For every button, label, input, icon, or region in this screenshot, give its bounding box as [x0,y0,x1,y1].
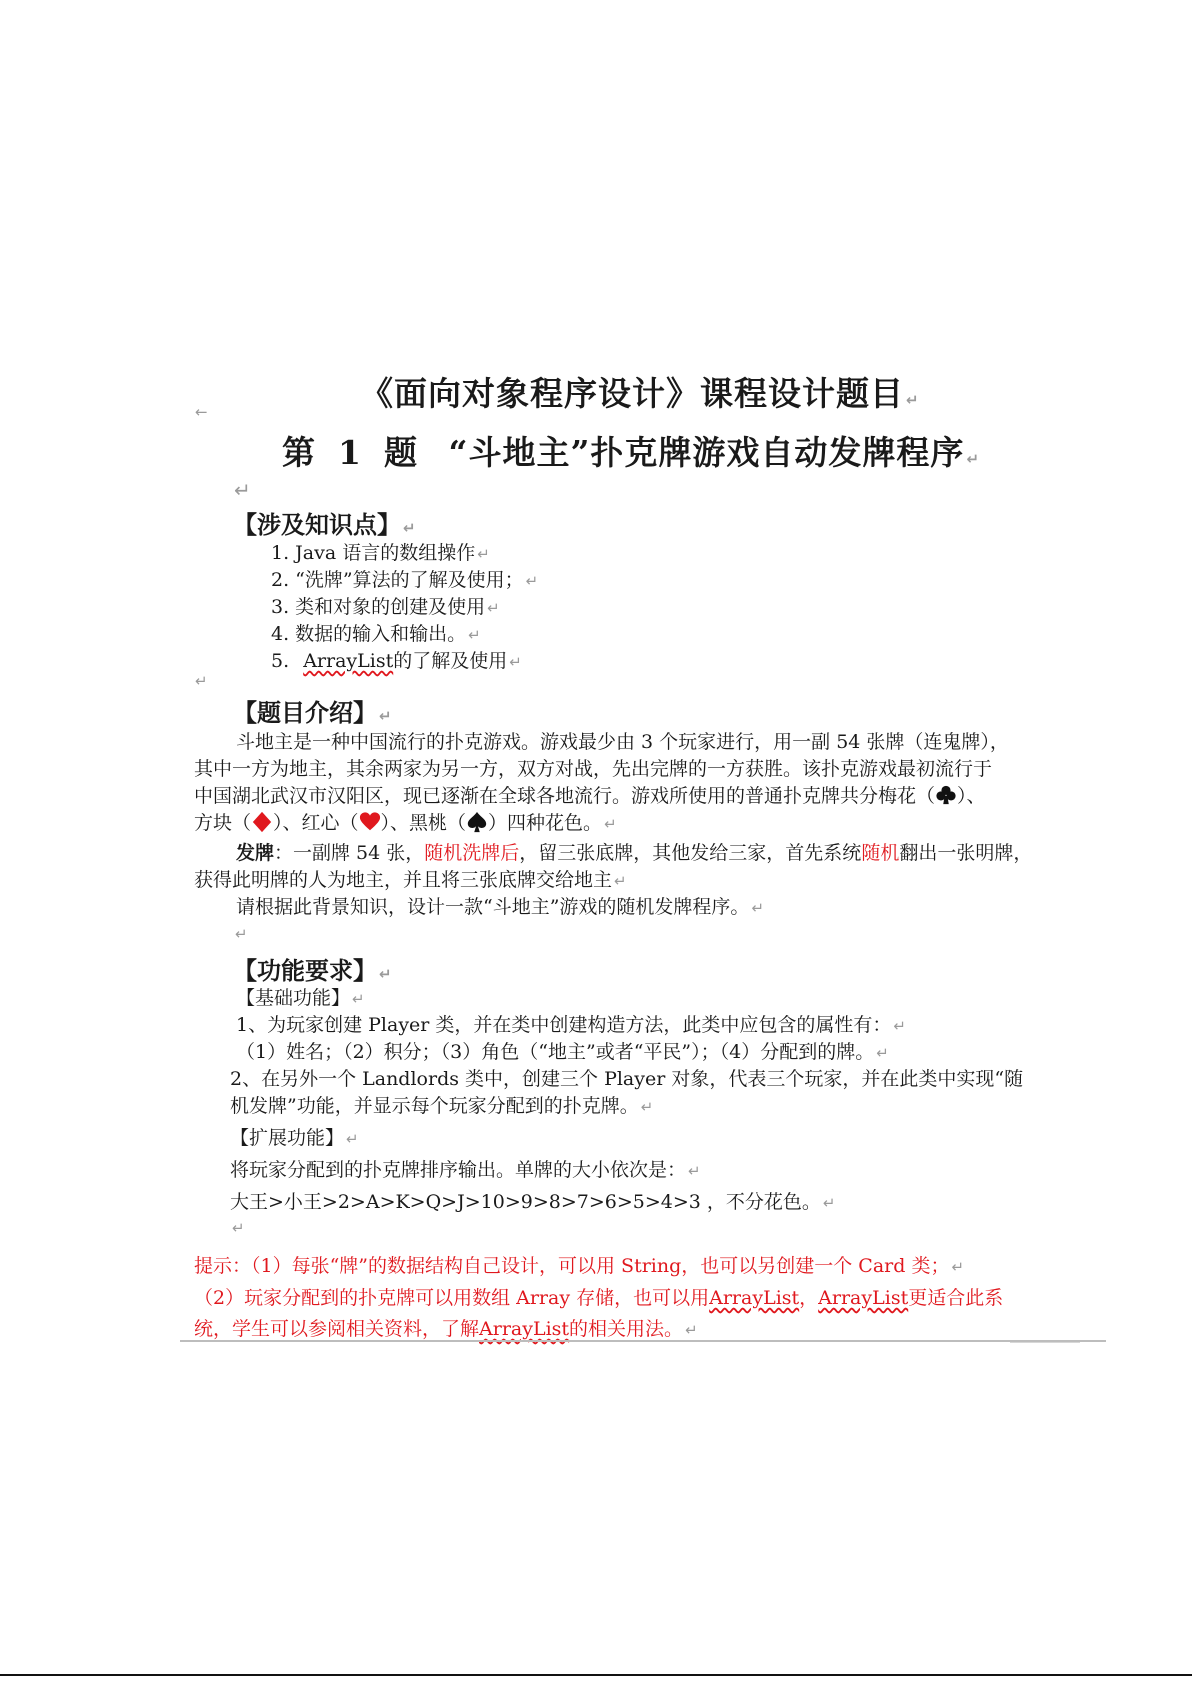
hint-text: 的相关用法。 [569,1318,684,1340]
intro-line-4 [194,808,617,835]
section-heading-intro [233,693,392,728]
heart-icon [359,811,381,833]
intro-line-2: 其中一方为地主，其余两家为另一方，双方对战，先出完牌的一方获胜。该扑克游戏最初流行于 [194,758,993,780]
paragraph-mark: ← [195,403,208,421]
paragraph-mark: ↵ [876,1044,889,1062]
knowledge-item-5 [271,646,522,673]
code-term: ArrayList [818,1287,909,1309]
paragraph-mark: ↵ [468,626,481,644]
paragraph-mark: ↵ [966,450,981,468]
paragraph-mark: ↵ [352,990,365,1008]
knowledge-item-1 [271,538,490,565]
intro-line-3 [194,781,986,808]
basic-function-2b [230,1091,653,1118]
line-text: ）四种花色。 [488,812,603,834]
spade-icon [466,811,488,833]
problem-title-prefix: 第 [282,433,316,472]
line-text: 方块（ [194,812,252,834]
course-title [360,368,920,415]
knowledge-item-3 [271,592,500,619]
paragraph-mark: ↵ [604,815,617,833]
paragraph-mark: ↵ [906,391,920,409]
line-text: 请根据此背景知识，设计一款“斗地主”游戏的随机发牌程序。 [236,896,750,918]
highlight-text: 随机洗牌后 [424,842,520,864]
horizontal-rule-segment [1010,1342,1080,1343]
club-icon [935,784,957,806]
paragraph-mark: ↵ [951,1258,965,1276]
problem-title-text: “斗地主”扑克牌游戏自动发牌程序 [448,433,965,472]
subheading-text: 【扩展功能】 [230,1127,345,1149]
subheading-text: 【基础功能】 [236,987,351,1009]
line-text: 将玩家分配到的扑克牌排序输出。单牌的大小依次是： [230,1159,687,1181]
line-text: 中国湖北武汉市汉阳区，现已逐渐在全球各地流行。游戏所使用的普通扑克牌共分梅花（ [194,785,936,807]
paragraph-mark: ↵ [688,1162,701,1180]
paragraph-mark: ↵ [509,653,522,671]
section-heading-knowledge [233,505,416,540]
paragraph-mark: ↵ [195,672,208,690]
code-term: ArrayList [709,1287,800,1309]
highlight-text: 随机 [861,842,900,864]
extended-function-2 [230,1187,836,1214]
section-heading-function [233,951,392,986]
knowledge-item-2 [271,565,538,592]
line-text: ，留三张底牌，其他发给三家，首先系统 [519,842,862,864]
code-term: ArrayList [303,650,394,672]
basic-function-1-attrs [236,1037,889,1064]
line-text: ）、红心（ [273,812,359,834]
problem-title [282,427,980,474]
line-text: ）、 [957,785,986,807]
deal-line-1 [236,838,1032,865]
problem-number: 1 [338,433,362,472]
item-text: 4. 数据的输入和输出。 [271,623,467,645]
hint-text: 更适合此系 [908,1287,1004,1309]
line-text: （1）姓名；（2）积分；（3）角色（“地主”或者“平民”）；（4）分配到的牌。 [236,1041,875,1063]
hint-text: 提示：（1）每张“牌”的数据结构自己设计，可以用 String，也可以另创建一个 Card 类； [194,1255,950,1277]
item-text: 1. Java 语言的数组操作 [271,542,476,564]
intro-task [236,892,764,919]
page-bottom-edge [0,1674,1192,1676]
heading-text: 【涉及知识点】 [233,510,401,539]
paragraph-mark: ↵ [232,1219,245,1237]
hint-text: ， [799,1287,819,1309]
problem-title-mid: 题 [383,433,418,472]
line-text: 大王>小王>2>A>K>Q>J>10>9>8>7>6>5>4>3 ，不分花色。 [230,1191,821,1213]
line-text: 机发牌”功能，并显示每个玩家分配到的扑克牌。 [230,1095,639,1117]
diamond-icon [251,811,273,833]
paragraph-mark: ↵ [525,572,539,590]
paragraph-mark: ↵ [379,965,392,983]
extended-function-title [230,1123,359,1150]
line-text: 1、为玩家创建 Player 类，并在类中创建构造方法，此类中应包含的属性有： [236,1014,892,1036]
intro-line-1: 斗地主是一种中国流行的扑克游戏。游戏最少由 3 个玩家进行，用一副 54 张牌（连鬼牌）， [236,731,1009,753]
paragraph-mark: ↵ [685,1321,698,1339]
item-number: 5. [271,650,290,672]
paragraph-mark: ↵ [234,478,251,502]
line-text: ）、黑桃（ [380,812,467,834]
heading-text: 【功能要求】 [233,956,377,985]
heading-text: 【题目介绍】 [233,698,377,727]
deal-line-2 [194,865,627,892]
horizontal-rule [180,1340,1106,1342]
item-text: 3. 类和对象的创建及使用 [271,596,486,618]
paragraph-mark: ↵ [403,519,416,537]
paragraph-mark: ↵ [822,1194,836,1212]
paragraph-mark: ↵ [893,1017,906,1035]
basic-function-1 [236,1010,906,1037]
paragraph-mark: ↵ [379,707,392,725]
hint-line-1 [194,1251,964,1278]
paragraph-mark: ↵ [751,899,765,917]
hint-text: 统，学生可以参阅相关资料，了解 [194,1318,480,1340]
deal-label: 发牌 [236,842,275,864]
line-text: ：一副牌 54 张， [274,842,425,864]
paragraph-mark: ↵ [477,545,490,563]
item-text: 2. “洗牌”算法的了解及使用； [271,569,524,591]
code-term: ArrayList [479,1318,570,1340]
hint-text: （2）玩家分配到的扑克牌可以用数组 Array 存储，也可以用 [194,1287,710,1309]
hint-line-2 [194,1283,1003,1310]
paragraph-mark: ↵ [487,599,500,617]
item-text: 的了解及使用 [393,650,508,672]
hint-line-3 [194,1314,698,1341]
extended-function-1 [230,1155,701,1182]
paragraph-mark: ↵ [235,925,248,943]
paragraph-mark: ↵ [346,1130,359,1148]
basic-function-title [236,983,365,1010]
course-title-text: 《面向对象程序设计》课程设计题目 [360,374,904,413]
paragraph-mark: ↵ [614,872,627,890]
knowledge-item-4 [271,619,481,646]
paragraph-mark: ↵ [640,1098,654,1116]
line-text: 翻出一张明牌， [899,842,1033,864]
line-text: 获得此明牌的人为地主，并且将三张底牌交给地主 [194,869,613,891]
basic-function-2: 2、在另外一个 Landlords 类中，创建三个 Player 对象，代表三个玩家，并在此类中实现“随 [230,1068,1024,1090]
